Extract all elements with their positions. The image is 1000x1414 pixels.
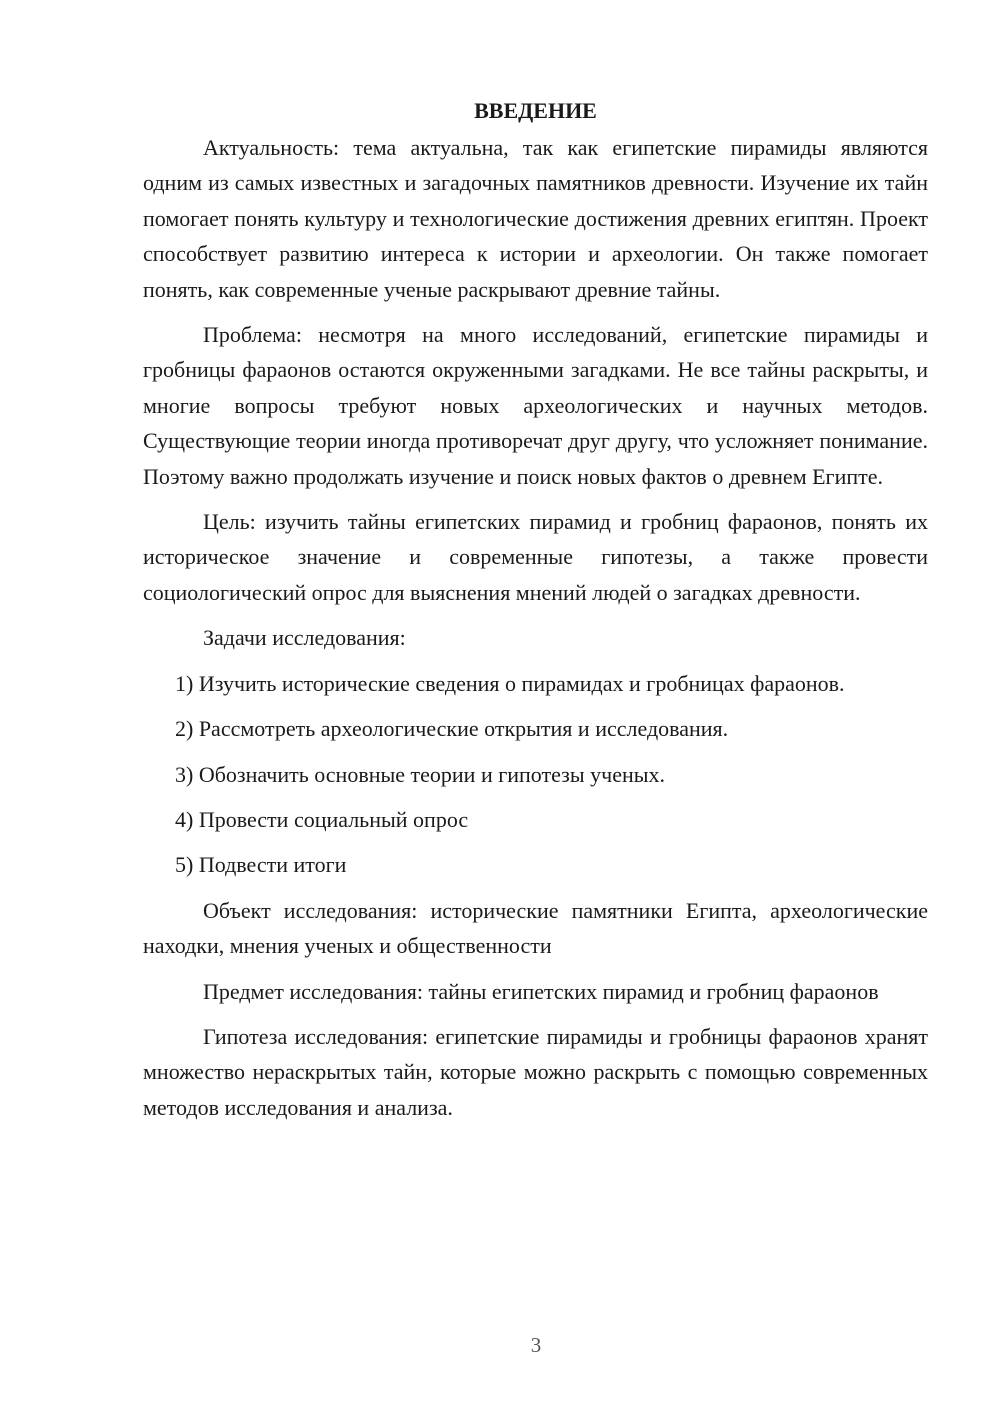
task-item: 2) Рассмотреть археологические открытия и исследования. [175,716,729,742]
hypothesis-paragraph: Гипотеза исследования: египетские пирамиды и гробницы фараонов хранят множество нераскрытых тайн, которые можно раскрыть с помощью современных методов исследования и анализа. [143,1023,928,1120]
problem-paragraph: Проблема: несмотря на много исследований, египетские пирамиды и гробницы фараонов остаются окруженными загадками. Не все тайны раскрыты, и многие вопросы требуют новых археологических и научных методов. Существующие теории иногда противоречат друг другу, что усложняет понимание. Поэтому важно продолжать изучение и поиск новых фактов о древнем Египте. [143,322,928,489]
task-item: 1) Изучить исторические сведения о пирамидах и гробницах фараонов. [175,670,845,696]
tasks-heading: Задачи исследования: [203,625,406,651]
relevance-paragraph: Актуальность: тема актуальна, так как египетские пирамиды являются одним из самых известных и загадочных памятников древности. Изучение их тайн помогает понять культуру и технологические достижения древних египтян. Проект способствует развитию интереса к истории и археологии. Он также помогает понять, как современные ученые раскрывают древние тайны. [143,135,928,302]
object-paragraph: Объект исследования: исторические памятники Египта, археологические находки, мнения ученых и общественности [143,897,928,959]
goal-paragraph: Цель: изучить тайны египетских пирамид и гробниц фараонов, понять их историческое значение и современные гипотезы, а также провести социологический опрос для выяснения мнений людей о загадках древности. [143,509,928,605]
page-content [143,92,928,1135]
task-item: 5) Подвести итоги [175,852,347,878]
tasks-list [143,666,928,883]
task-item: 3) Обозначить основные теории и гипотезы ученых. [175,761,666,787]
section-title: ВВЕДЕНИЕ [474,98,597,123]
page-number: 3 [530,1333,542,1357]
subject-paragraph: Предмет исследования: тайны египетских пирамид и гробниц фараонов [203,978,879,1004]
task-item: 4) Провести социальный опрос [175,806,469,832]
